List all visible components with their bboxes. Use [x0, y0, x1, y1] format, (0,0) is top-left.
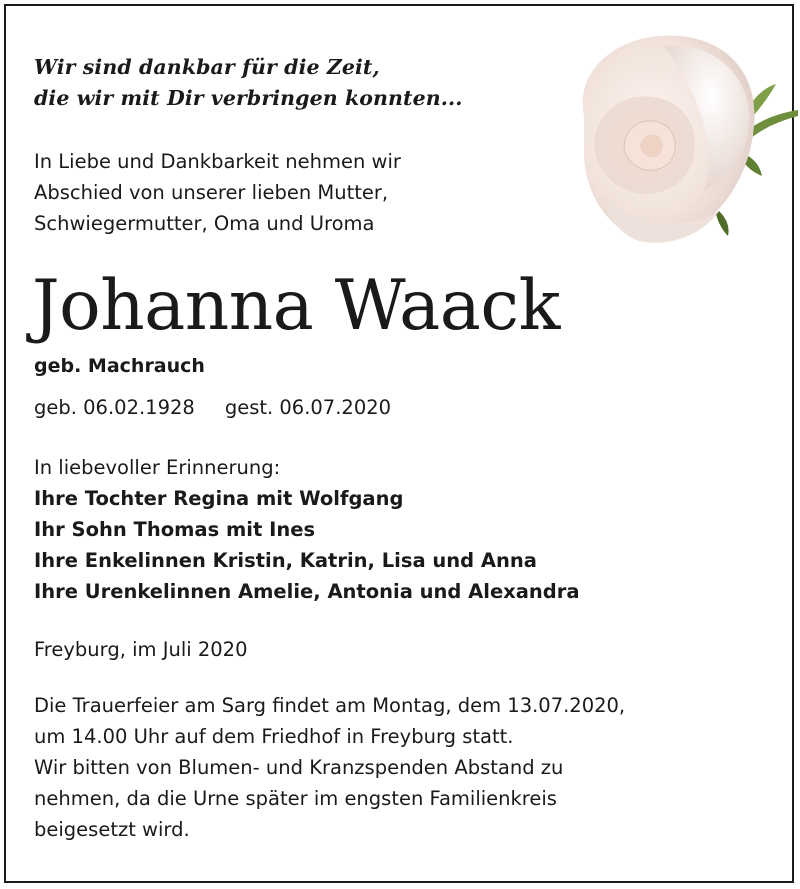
- intro-text: [34, 146, 401, 239]
- service-line: Wir bitten von Blumen- und Kranzspenden Abstand zu: [34, 756, 564, 779]
- family-list: [34, 483, 580, 607]
- family-member: Ihre Tochter Regina mit Wolfgang: [34, 487, 404, 510]
- intro-line: Abschied von unserer lieben Mutter,: [34, 181, 389, 204]
- maiden-name: geb. Machrauch: [34, 355, 205, 377]
- obituary-notice: [4, 4, 794, 883]
- white-rose-icon: [554, 26, 798, 252]
- family-member: Ihr Sohn Thomas mit Ines: [34, 518, 316, 541]
- quote-line: Wir sind dankbar für die Zeit,: [34, 55, 380, 79]
- service-line: Die Trauerfeier am Sarg findet am Montag, dem 13.07.2020,: [34, 694, 626, 717]
- intro-line: Schwiegermutter, Oma und Uroma: [34, 212, 375, 235]
- family-member: Ihre Enkelinnen Kristin, Katrin, Lisa und Anna: [34, 549, 537, 572]
- death-date: gest. 06.07.2020: [224, 396, 392, 419]
- memorial-quote: [34, 52, 462, 114]
- memory-heading: In liebevoller Erinnerung:: [34, 456, 281, 479]
- family-member: Ihre Urenkelinnen Amelie, Antonia und Alexandra: [34, 580, 580, 603]
- intro-line: In Liebe und Dankbarkeit nehmen wir: [34, 150, 401, 173]
- place-date: Freyburg, im Juli 2020: [34, 638, 248, 661]
- service-line: beigesetzt wird.: [34, 818, 190, 841]
- quote-line: die wir mit Dir verbringen konnten...: [34, 86, 463, 110]
- deceased-name: Johanna Waack: [32, 266, 560, 346]
- life-dates: [34, 392, 391, 424]
- memory-section: [34, 452, 580, 607]
- service-info: [34, 690, 625, 845]
- service-line: um 14.00 Uhr auf dem Friedhof in Freyburg statt.: [34, 725, 514, 748]
- service-line: nehmen, da die Urne später im engsten Familienkreis: [34, 787, 557, 810]
- birth-date: geb. 06.02.1928: [34, 396, 195, 419]
